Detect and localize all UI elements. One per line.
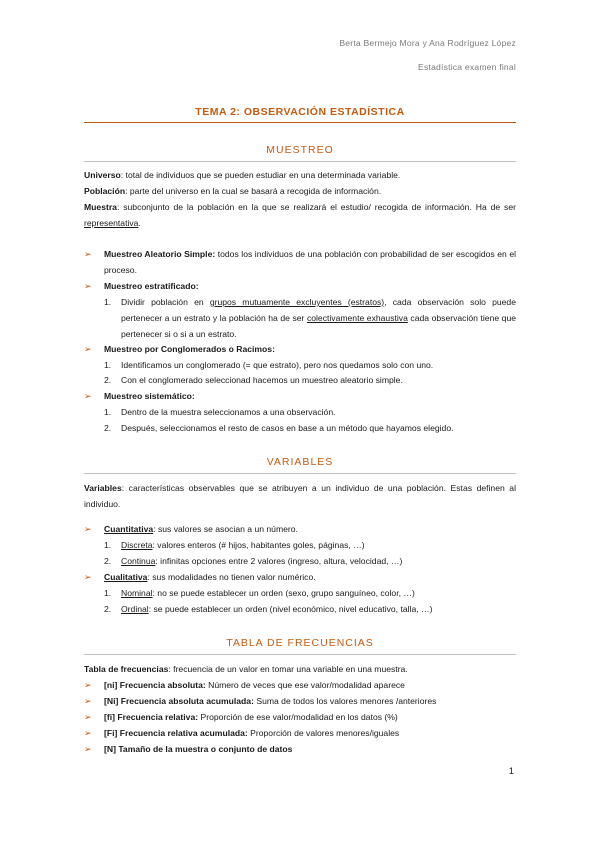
bullet-cualitativa: ➢ Cualitativa: sus modalidades no tienen valor numérico. (84, 570, 516, 586)
bullet-frecuencia-relativa: ➢ [fi] Frecuencia relativa: Proporción de ese valor/modalidad en los datos (%) (84, 710, 516, 726)
bullet-muestreo-aleatorio: ➢ Muestreo Aleatorio Simple: todos los individuos de una población con probabilidad de ser escogidos en el proceso. (84, 249, 517, 275)
header-subject: Estadística examen final (418, 62, 516, 72)
section-rule-variables (84, 473, 516, 474)
arrow-bullet-icon: ➢ (84, 249, 92, 259)
term-tabla-frecuencias: Tabla de frecuencias (84, 664, 169, 674)
term-universo: Universo (84, 170, 121, 180)
list-item-sistematico-2: 2. Después, seleccionamos el resto de casos en base a un método que hayamos elegido. (104, 423, 454, 433)
arrow-bullet-icon: ➢ (84, 391, 92, 401)
definition-variables: Variables: características observables que se atribuyen a un individuo de una población. Estas definen al individuo. (84, 483, 516, 509)
bullet-frecuencia-relativa-acumulada: ➢ [Fi] Frecuencia relativa acumulada: Proporción de valores menores/iguales (84, 726, 516, 742)
bullet-frecuencia-absoluta-acumulada: ➢ [Ni] Frecuencia absoluta acumulada: Suma de todos los valores menores /anteriores (84, 694, 516, 710)
page-number: 1 (508, 766, 514, 777)
bullet-cuantitativa: ➢ Cuantitativa: sus valores se asocian a un número. (84, 522, 516, 538)
list-item-estratificado-1: 1. Dividir población en grupos mutuamente excluyentes (estratos), cada observación solo puede pertenecer a un estrato y la población ha de ser colectivamente exhaustiva cada observación tiene que pertenecer si o si a un estrato. (104, 297, 517, 339)
arrow-bullet-icon: ➢ (84, 572, 92, 582)
arrow-bullet-icon: ➢ (84, 680, 92, 690)
definition-universo: Universo: total de individuos que se pueden estudiar en una determinada variable. (84, 170, 401, 180)
section-rule-muestreo (84, 161, 516, 162)
term-poblacion: Población (84, 186, 126, 196)
bullet-tamano-muestra: ➢ [N] Tamaño de la muestra o conjunto de datos (84, 742, 516, 758)
list-item-nominal: 1. Nominal: no se puede establecer un orden (sexo, grupo sanguíneo, color, …) (104, 588, 415, 598)
section-heading-variables: VARIABLES (266, 456, 334, 468)
list-item-ordinal: 2. Ordinal: se puede establecer un orden (nivel económico, nivel educativo, talla, …) (104, 604, 433, 614)
bullet-muestreo-estratificado: ➢ Muestreo estratificado: (84, 279, 516, 295)
term-muestra: Muestra (84, 202, 117, 212)
arrow-bullet-icon: ➢ (84, 728, 92, 738)
header-authors: Berta Bermejo Mora y Ana Rodríguez López (339, 38, 516, 48)
list-item-conglomerados-1: 1. Identificamos un conglomerado (= que estrato), pero nos quedamos solo con uno. (104, 360, 434, 370)
section-rule-frecuencias (84, 654, 516, 655)
bullet-frecuencia-absoluta: ➢ [ni] Frecuencia absoluta: Número de veces que ese valor/modalidad aparece (84, 678, 516, 694)
list-item-sistematico-1: 1. Dentro de la muestra seleccionamos a una observación. (104, 407, 336, 417)
list-item-continua: 2. Continua: infinitas opciones entre 2 valores (ingreso, altura, velocidad, …) (104, 556, 403, 566)
bullet-muestreo-sistematico: ➢ Muestreo sistemático: (84, 389, 516, 405)
arrow-bullet-icon: ➢ (84, 524, 92, 534)
document-title: TEMA 2: OBSERVACIÓN ESTADÍSTICA (195, 106, 405, 118)
definition-poblacion: Población: parte del universo en la cual se basará a recogida de información. (84, 186, 382, 196)
section-heading-muestreo: MUESTREO (266, 144, 334, 156)
arrow-bullet-icon: ➢ (84, 696, 92, 706)
arrow-bullet-icon: ➢ (84, 344, 92, 354)
definition-tabla-frecuencias: Tabla de frecuencias: frecuencia de un valor en tomar una variable en una muestra. (84, 664, 408, 674)
list-item-discreta: 1. Discreta: valores enteros (# hijos, habitantes goles, páginas, …) (104, 540, 365, 550)
list-item-conglomerados-2: 2. Con el conglomerado seleccionad hacemos un muestreo aleatorio simple. (104, 375, 403, 385)
section-heading-frecuencias: TABLA DE FRECUENCIAS (226, 637, 374, 649)
term-variables: Variables (84, 483, 122, 493)
arrow-bullet-icon: ➢ (84, 744, 92, 754)
title-underline (84, 122, 516, 123)
definition-muestra: Muestra: subconjunto de la población en la que se realizará el estudio/ recogida de información. Ha de ser representativa. (84, 202, 516, 228)
bullet-muestreo-conglomerados: ➢ Muestreo por Conglomerados o Racimos: (84, 342, 516, 358)
arrow-bullet-icon: ➢ (84, 712, 92, 722)
arrow-bullet-icon: ➢ (84, 281, 92, 291)
